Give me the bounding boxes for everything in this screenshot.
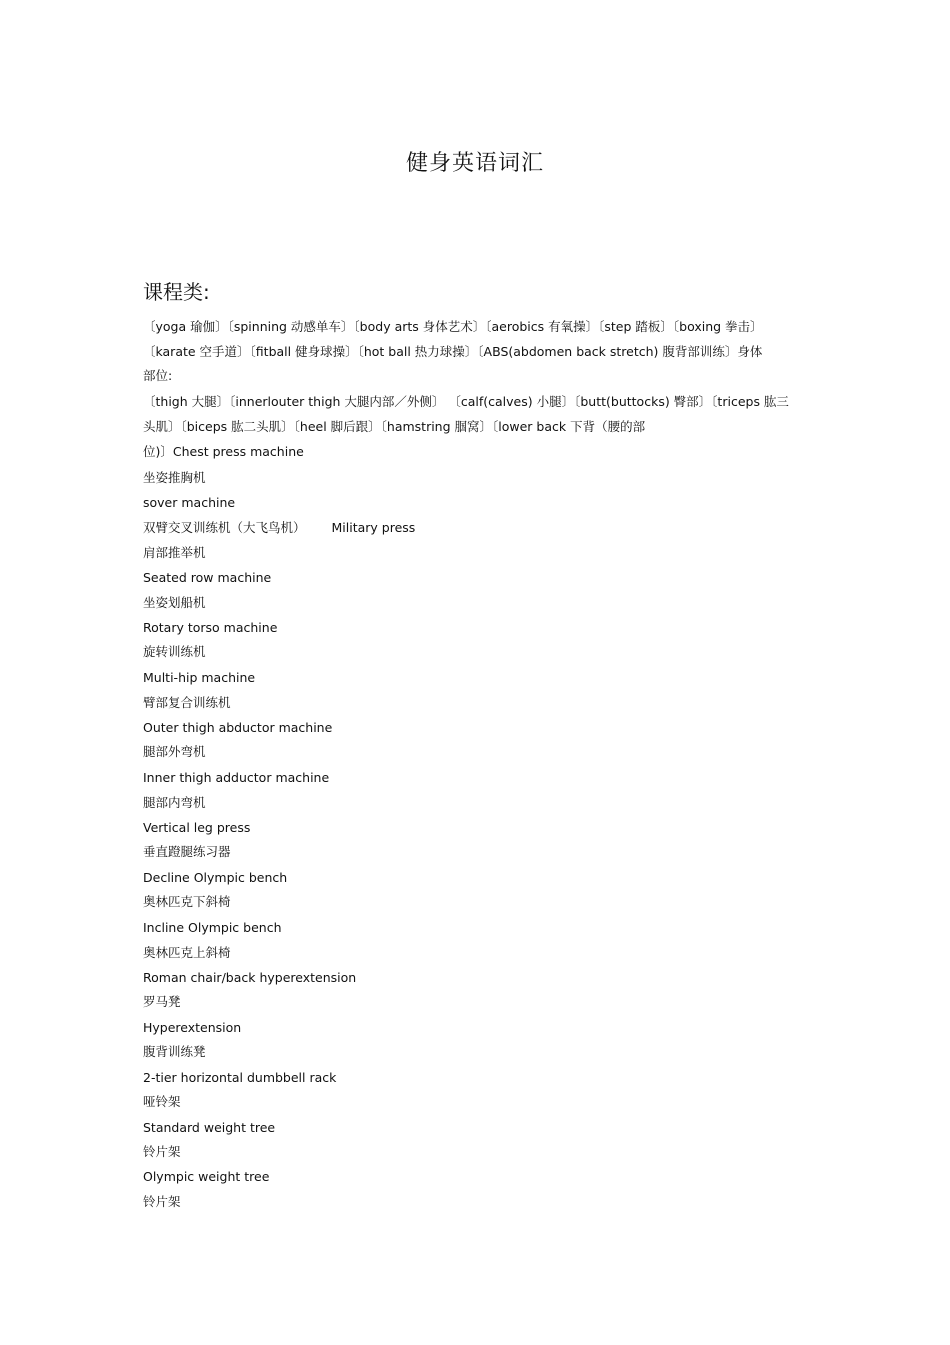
entry-extra-en: Military press xyxy=(331,520,416,535)
entry-zh: 垂直蹬腿练习器 xyxy=(143,844,231,859)
entry-en: Hyperextension xyxy=(143,1020,242,1035)
entry-zh: 罗马凳 xyxy=(143,994,181,1009)
entry-zh: 坐姿划船机 xyxy=(143,595,206,610)
entry-zh-row xyxy=(143,518,415,536)
intro-line-3: 部位: xyxy=(143,368,173,383)
entry-zh: 肩部推举机 xyxy=(143,545,206,560)
intro-line-5: 头肌〕〔biceps 肱二头肌〕〔heel 脚后跟〕〔hamstring 腘窝〕〔lower back 下背（腰的部 xyxy=(143,419,646,434)
entry-en: Olympic weight tree xyxy=(143,1169,270,1184)
entry-en: Decline Olympic bench xyxy=(143,870,288,885)
entry-en: 2-tier horizontal dumbbell rack xyxy=(143,1070,337,1085)
entry-en: Inner thigh adductor machine xyxy=(143,770,330,785)
entry-zh: 哑铃架 xyxy=(143,1094,181,1109)
entry-zh: 铃片架 xyxy=(143,1144,181,1159)
entry-en: Multi-hip machine xyxy=(143,670,256,685)
entry-zh: 腿部内弯机 xyxy=(143,795,206,810)
entry-zh: 坐姿推胸机 xyxy=(143,470,206,485)
entry-zh: 腹背训练凳 xyxy=(143,1044,206,1059)
entry-zh: 旋转训练机 xyxy=(143,644,206,659)
entry-en: Outer thigh abductor machine xyxy=(143,720,333,735)
entry-zh: 腿部外弯机 xyxy=(143,744,206,759)
document-title: 健身英语词汇 xyxy=(405,151,544,176)
entry-en: Standard weight tree xyxy=(143,1120,276,1135)
entry-en: Vertical leg press xyxy=(143,820,251,835)
entry-en: sover machine xyxy=(143,495,236,510)
entry-en: Seated row machine xyxy=(143,570,272,585)
entry-en: Rotary torso machine xyxy=(143,620,278,635)
entry-zh: 奥林匹克下斜椅 xyxy=(143,894,231,909)
entry-zh: 双臂交叉训练机（大飞鸟机） xyxy=(143,520,306,535)
entry-en: Incline Olympic bench xyxy=(143,920,282,935)
entry-zh: 奥林匹克上斜椅 xyxy=(143,945,231,960)
section-heading: 课程类: xyxy=(143,280,210,304)
intro-line-1: 〔yoga 瑜伽〕〔spinning 动感单车〕〔body arts 身体艺术〕〔aerobics 有氧操〕〔step 踏板〕〔boxing 拳击〕 xyxy=(143,319,763,334)
intro-line-2: 〔karate 空手道〕〔fitball 健身球操〕〔hot ball 热力球操〕〔ABS(abdomen back stretch) 腹背部训练〕身体 xyxy=(143,344,763,359)
entry-zh: 铃片架 xyxy=(143,1194,181,1209)
entry-zh: 臂部复合训练机 xyxy=(143,695,231,710)
entry-en: Roman chair/back hyperextension xyxy=(143,970,357,985)
intro-line-6: 位)〕Chest press machine xyxy=(143,444,304,459)
intro-line-4: 〔thigh 大腿〕〔innerlouter thigh 大腿内部／外侧〕 〔calf(calves) 小腿〕〔butt(buttocks) 臀部〕〔triceps 肱三 xyxy=(143,394,789,409)
